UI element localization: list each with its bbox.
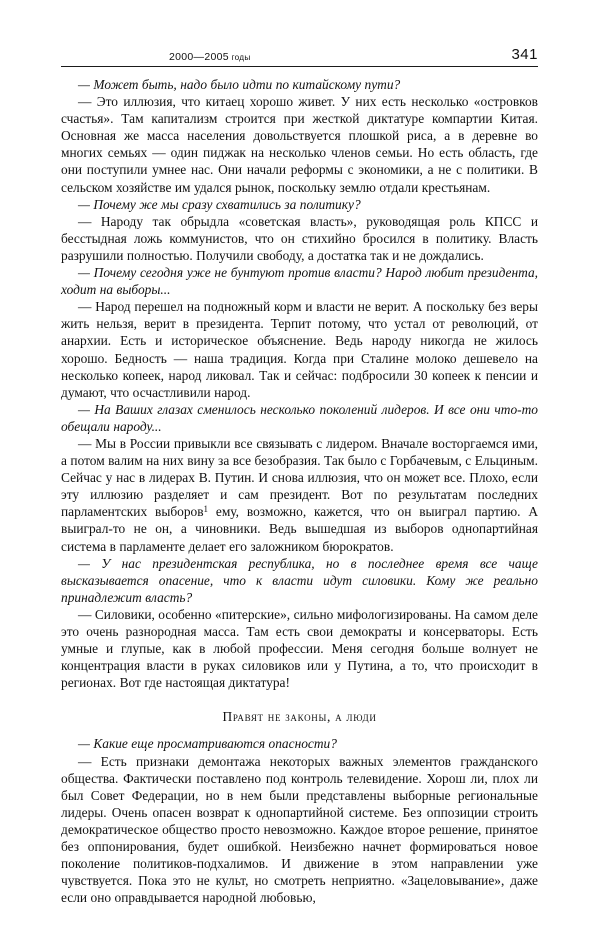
running-head-title (61, 51, 251, 63)
header-rule (61, 66, 538, 67)
page-number: 341 (511, 46, 538, 63)
paragraph-answer: — Народу так обрыдла «советская власть», руководящая роль КПСС и бесстыдная ложь коммунистов, что он стихийно бросился в политику. Власть разрушили полностью. Получили свободу, а достатка так и не дождались. (61, 213, 538, 263)
paragraph-answer: — Народ перешел на подножный корм и власти не верит. А поскольку без веры жить нельзя, верит в президента. Терпит потому, что устал от революций, от анархии. Есть и историческое объяснение. Ведь народу никогда не жилось хорошо. Бедность — наша традиция. Когда при Сталине молоко дешевело на несколько копеек, народ ликовал. Так и сейчас: подбросили 30 копеек к пенсии и думают, что осчастливили народ. (61, 299, 538, 400)
paragraph-answer: — Это иллюзия, что китаец хорошо живет. У них есть несколько «островков счастья». Там капитализм строится при жесткой диктатуре компартии Китая. Основная же масса населения довольствуется плошкой риса, а в деревне во многих семьях — один пиджак на несколько членов семьи. Но есть область, где они поступили умнее нас. Они начали реформы с экономики, а не с политики. В сельском хозяйстве им удался рынок, поскольку землю отдали крестьянам. (61, 94, 538, 195)
section-heading: Правят не законы, а люди (222, 709, 377, 725)
running-head (61, 47, 538, 63)
paragraph-question: — Может быть, надо было идти по китайскому пути? (78, 77, 401, 92)
body-text (61, 76, 538, 906)
paragraph-question: — На Ваших глазах сменилось несколько поколений лидеров. И все они что-то обещали народу... (61, 401, 538, 434)
paragraph-question: — Почему сегодня уже не бунтуют против власти? Народ любит президента, ходит на выборы... (61, 265, 538, 298)
paragraph-question: — Какие еще просматриваются опасности? (78, 736, 337, 752)
paragraph-question: — У нас президентская республика, но в последнее время все чаще высказывается опасение, что к власти идут силовики. Кому же реально принадлежит власть? (61, 555, 538, 605)
paragraph-answer: — Есть признаки демонтажа некоторых важных элементов гражданского общества. Фактически поставлено под контроль телевидение. Хорош ли, плох ли был Совет Федерации, но в нем были представлены выборные региональные лидеры. Очень опасен возврат к однопартийной системе. Без оппозиции строить демократическое общество просто невозможно. Каждое второе решение, принятое без оппонирования, будет ошибкой. Неизбежно начнет формироваться новое поколение политиков-подхалимов. И движение в этом направлении уже чувствуется. Пока это не культ, но смотреть неприятно. «Зацеловывание», даже если оно оправдывается народной любовью, (61, 753, 538, 906)
paragraph-answer: — Силовики, особенно «питерские», сильно мифологизированы. На самом деле это очень разнородная масса. Там есть свои демократы и консерваторы. Есть умные и глупые, как в любой профессии. Меня сегодня больше волнует не концентрация власти в руках силовиков или у Путина, а то, что происходит в регионах. Вот где настоящая диктатура! (61, 606, 538, 691)
footnote-text-before: — Мы в России привыкли все связывать с лидером. Вначале восторгаемся ими, а потом валим на них вину за все безобразия. Так было с Горбачевым, с Ельциным. Сейчас у нас в лидерах В. Путин. И снова иллюзия, что он может все. Плохо, если эту иллюзию разделяет и сам президент. Вот по результатам последних парламентских выборов (61, 435, 538, 520)
running-head-period-suffix: годы (228, 53, 251, 62)
paragraph-question: — Почему же мы сразу схватились за политику? (78, 196, 361, 212)
paragraph-answer-with-footnote (61, 435, 538, 555)
footnote-text-after: ему, возможно, кажется, что он выиграл партию. А выиграл-то не он, а чиновники. Ведь вышедшая из выборов однопартийная система в парламенте делает его заложником бюрократов. (61, 504, 538, 554)
footnote-marker: 1 (203, 504, 209, 515)
running-head-period: 2000—2005 (169, 51, 229, 63)
